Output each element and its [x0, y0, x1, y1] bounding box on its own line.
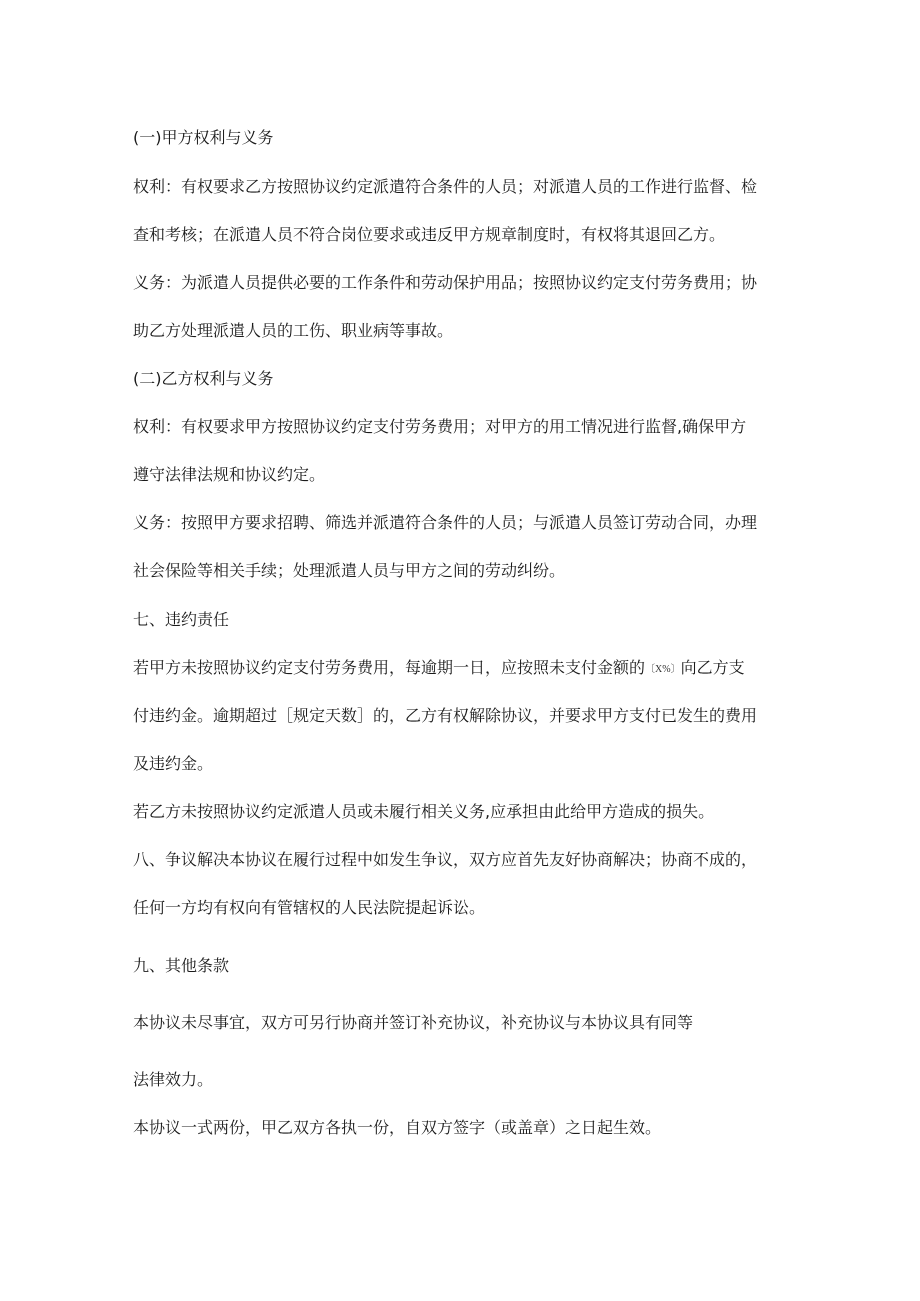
- other-clause-line-1: 本协议未尽事宜，双方可另行协商并签订补充协议，补充协议与本协议具有同等: [133, 1013, 694, 1032]
- breach-clause-text-b: 向乙方支: [680, 658, 745, 677]
- section-heading-party-a: (一)甲方权利与义务: [133, 128, 274, 147]
- breach-clause-text-a: 若甲方未按照协议约定支付劳务费用，每逾期一日，应按照未支付金额的: [133, 658, 646, 677]
- dispute-clause-line-1: 八、争议解决本协议在履行过程中如发生争议，双方应首先友好协商解决；协商不成的，: [133, 850, 758, 869]
- breach-clause-line-2: 付违约金。逾期超过［规定天数］的，乙方有权解除协议，并要求甲方支付已发生的费用: [133, 706, 758, 725]
- effectiveness-line: 本协议一式两份，甲乙双方各执一份，自双方签字（或盖章）之日起生效。: [133, 1118, 662, 1137]
- section-heading-party-b: (二)乙方权利与义务: [133, 369, 274, 388]
- breach-clause-line-1: [133, 657, 745, 681]
- party-b-duties-line-2: 社会保险等相关手续；处理派遣人员与甲方之间的劳动纠纷。: [133, 561, 566, 580]
- party-a-duties-line-1: 义务：为派遣人员提供必要的工作条件和劳动保护用品；按照协议约定支付劳务费用；协: [133, 273, 758, 292]
- dispute-clause-line-2: 任何一方均有权向有管辖权的人民法院提起诉讼。: [133, 898, 486, 917]
- party-b-rights-line-1: 权利：有权要求甲方按照协议约定支付劳务费用；对甲方的用工情况进行监督,确保甲方: [133, 417, 747, 436]
- section-heading-other: 九、其他条款: [133, 956, 230, 975]
- party-b-breach-line: 若乙方未按照协议约定派遣人员或未履行相关义务,应承担由此给甲方造成的损失。: [133, 802, 715, 821]
- party-a-rights-line-2: 查和考核；在派遣人员不符合岗位要求或违反甲方规章制度时，有权将其退回乙方。: [133, 225, 726, 244]
- section-heading-breach: 七、违约责任: [133, 610, 230, 629]
- other-clause-line-2: 法律效力。: [133, 1070, 214, 1089]
- party-a-rights-line-1: 权利：有权要求乙方按照协议约定派遣符合条件的人员；对派遣人员的工作进行监督、检: [133, 177, 758, 196]
- party-b-duties-line-1: 义务：按照甲方要求招聘、筛选并派遣符合条件的人员；与派遣人员签订劳动合同，办理: [133, 513, 758, 532]
- party-a-duties-line-2: 助乙方处理派遣人员的工伤、职业病等事故。: [133, 321, 454, 340]
- breach-clause-line-3: 及违约金。: [133, 754, 214, 773]
- penalty-rate-placeholder: 〔X%〕: [645, 664, 681, 675]
- party-b-rights-line-2: 遵守法律法规和协议约定。: [133, 465, 326, 484]
